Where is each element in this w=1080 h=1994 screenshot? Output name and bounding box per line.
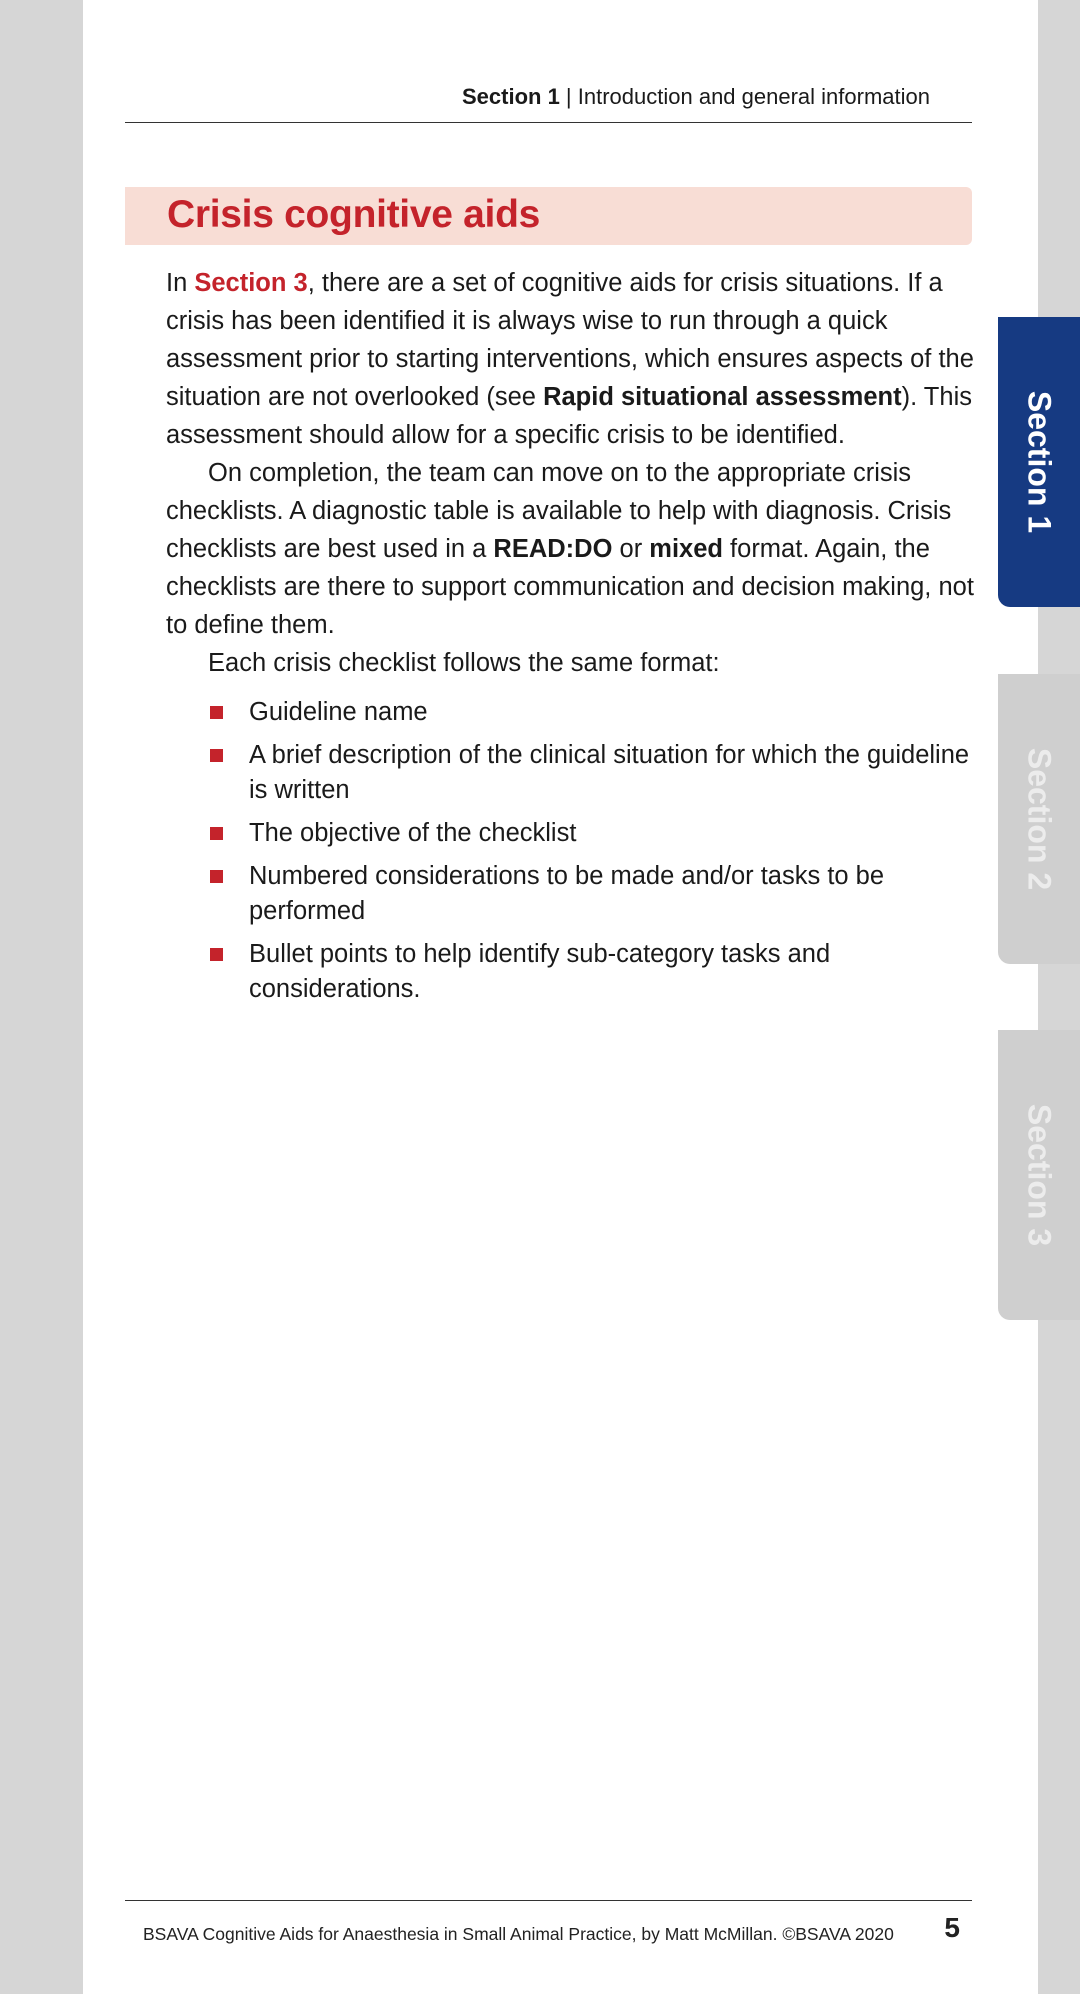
paragraph-2-post: format. Again, the checklists are there to support communication and decision making, not to define them.	[166, 535, 974, 639]
paragraph-1-pre: In	[166, 269, 195, 297]
paragraph-1	[166, 264, 981, 454]
header-section-label: Section 1	[462, 84, 560, 109]
list-item	[166, 859, 981, 929]
tab-section-3-label: Section 3	[1021, 1103, 1058, 1247]
checklist-format-list	[166, 695, 981, 1007]
tab-section-1-label: Section 1	[1021, 390, 1058, 534]
tab-section-1[interactable]	[998, 317, 1080, 607]
bullet-square-icon	[210, 706, 223, 719]
tab-section-3[interactable]	[998, 1030, 1080, 1320]
header-rule	[125, 122, 972, 123]
page	[83, 0, 1038, 1994]
paragraph-1-mid: , there are a set of cognitive aids for crisis situations. If a crisis has been identified it is always wise to run through a quick assessment prior to starting interventions, which ensures aspects of the situation are not overlooked (see	[166, 269, 974, 411]
mixed-term: mixed	[649, 535, 723, 563]
bullet-square-icon	[210, 870, 223, 883]
title-band	[125, 187, 972, 245]
list-item	[166, 937, 981, 1007]
section-3-link[interactable]: Section 3	[194, 269, 308, 297]
list-item	[166, 695, 981, 730]
paragraph-2	[166, 454, 981, 644]
tab-section-2[interactable]	[998, 674, 1080, 964]
list-item-text: The objective of the checklist	[249, 819, 577, 847]
bullet-square-icon	[210, 749, 223, 762]
page-title: Crisis cognitive aids	[167, 193, 540, 236]
running-header	[462, 84, 930, 110]
list-item-text: A brief description of the clinical situation for which the guideline is written	[249, 741, 970, 804]
bullet-square-icon	[210, 827, 223, 840]
list-item-text: Guideline name	[249, 698, 428, 726]
rapid-assessment-ref: Rapid situational assessment	[543, 383, 902, 411]
tab-section-2-label: Section 2	[1021, 747, 1058, 891]
list-item	[166, 816, 981, 851]
list-item	[166, 738, 981, 808]
bullet-square-icon	[210, 948, 223, 961]
page-number: 5	[944, 1912, 960, 1943]
paragraph-2-mid: or	[612, 535, 650, 563]
footer-rule	[125, 1900, 972, 1901]
paragraph-2-pre: On completion, the team can move on to the appropriate crisis checklists. A diagnostic table is available to help with diagnosis. Crisis checklists are best used in a	[166, 459, 952, 563]
body-text	[166, 264, 981, 1015]
header-separator: |	[559, 84, 578, 109]
paragraph-1-post: ). This assessment should allow for a specific crisis to be identified.	[166, 383, 972, 449]
read-do-term: READ:DO	[493, 535, 613, 563]
paragraph-3: Each crisis checklist follows the same format:	[208, 649, 720, 677]
list-item-text: Numbered considerations to be made and/or tasks to be performed	[249, 862, 885, 925]
header-section-title: Introduction and general information	[577, 84, 930, 109]
list-item-text: Bullet points to help identify sub-category tasks and considerations.	[249, 940, 831, 1003]
footer-citation: BSAVA Cognitive Aids for Anaesthesia in Small Animal Practice, by Matt McMillan. ©BSAVA 2020	[143, 1924, 894, 1944]
